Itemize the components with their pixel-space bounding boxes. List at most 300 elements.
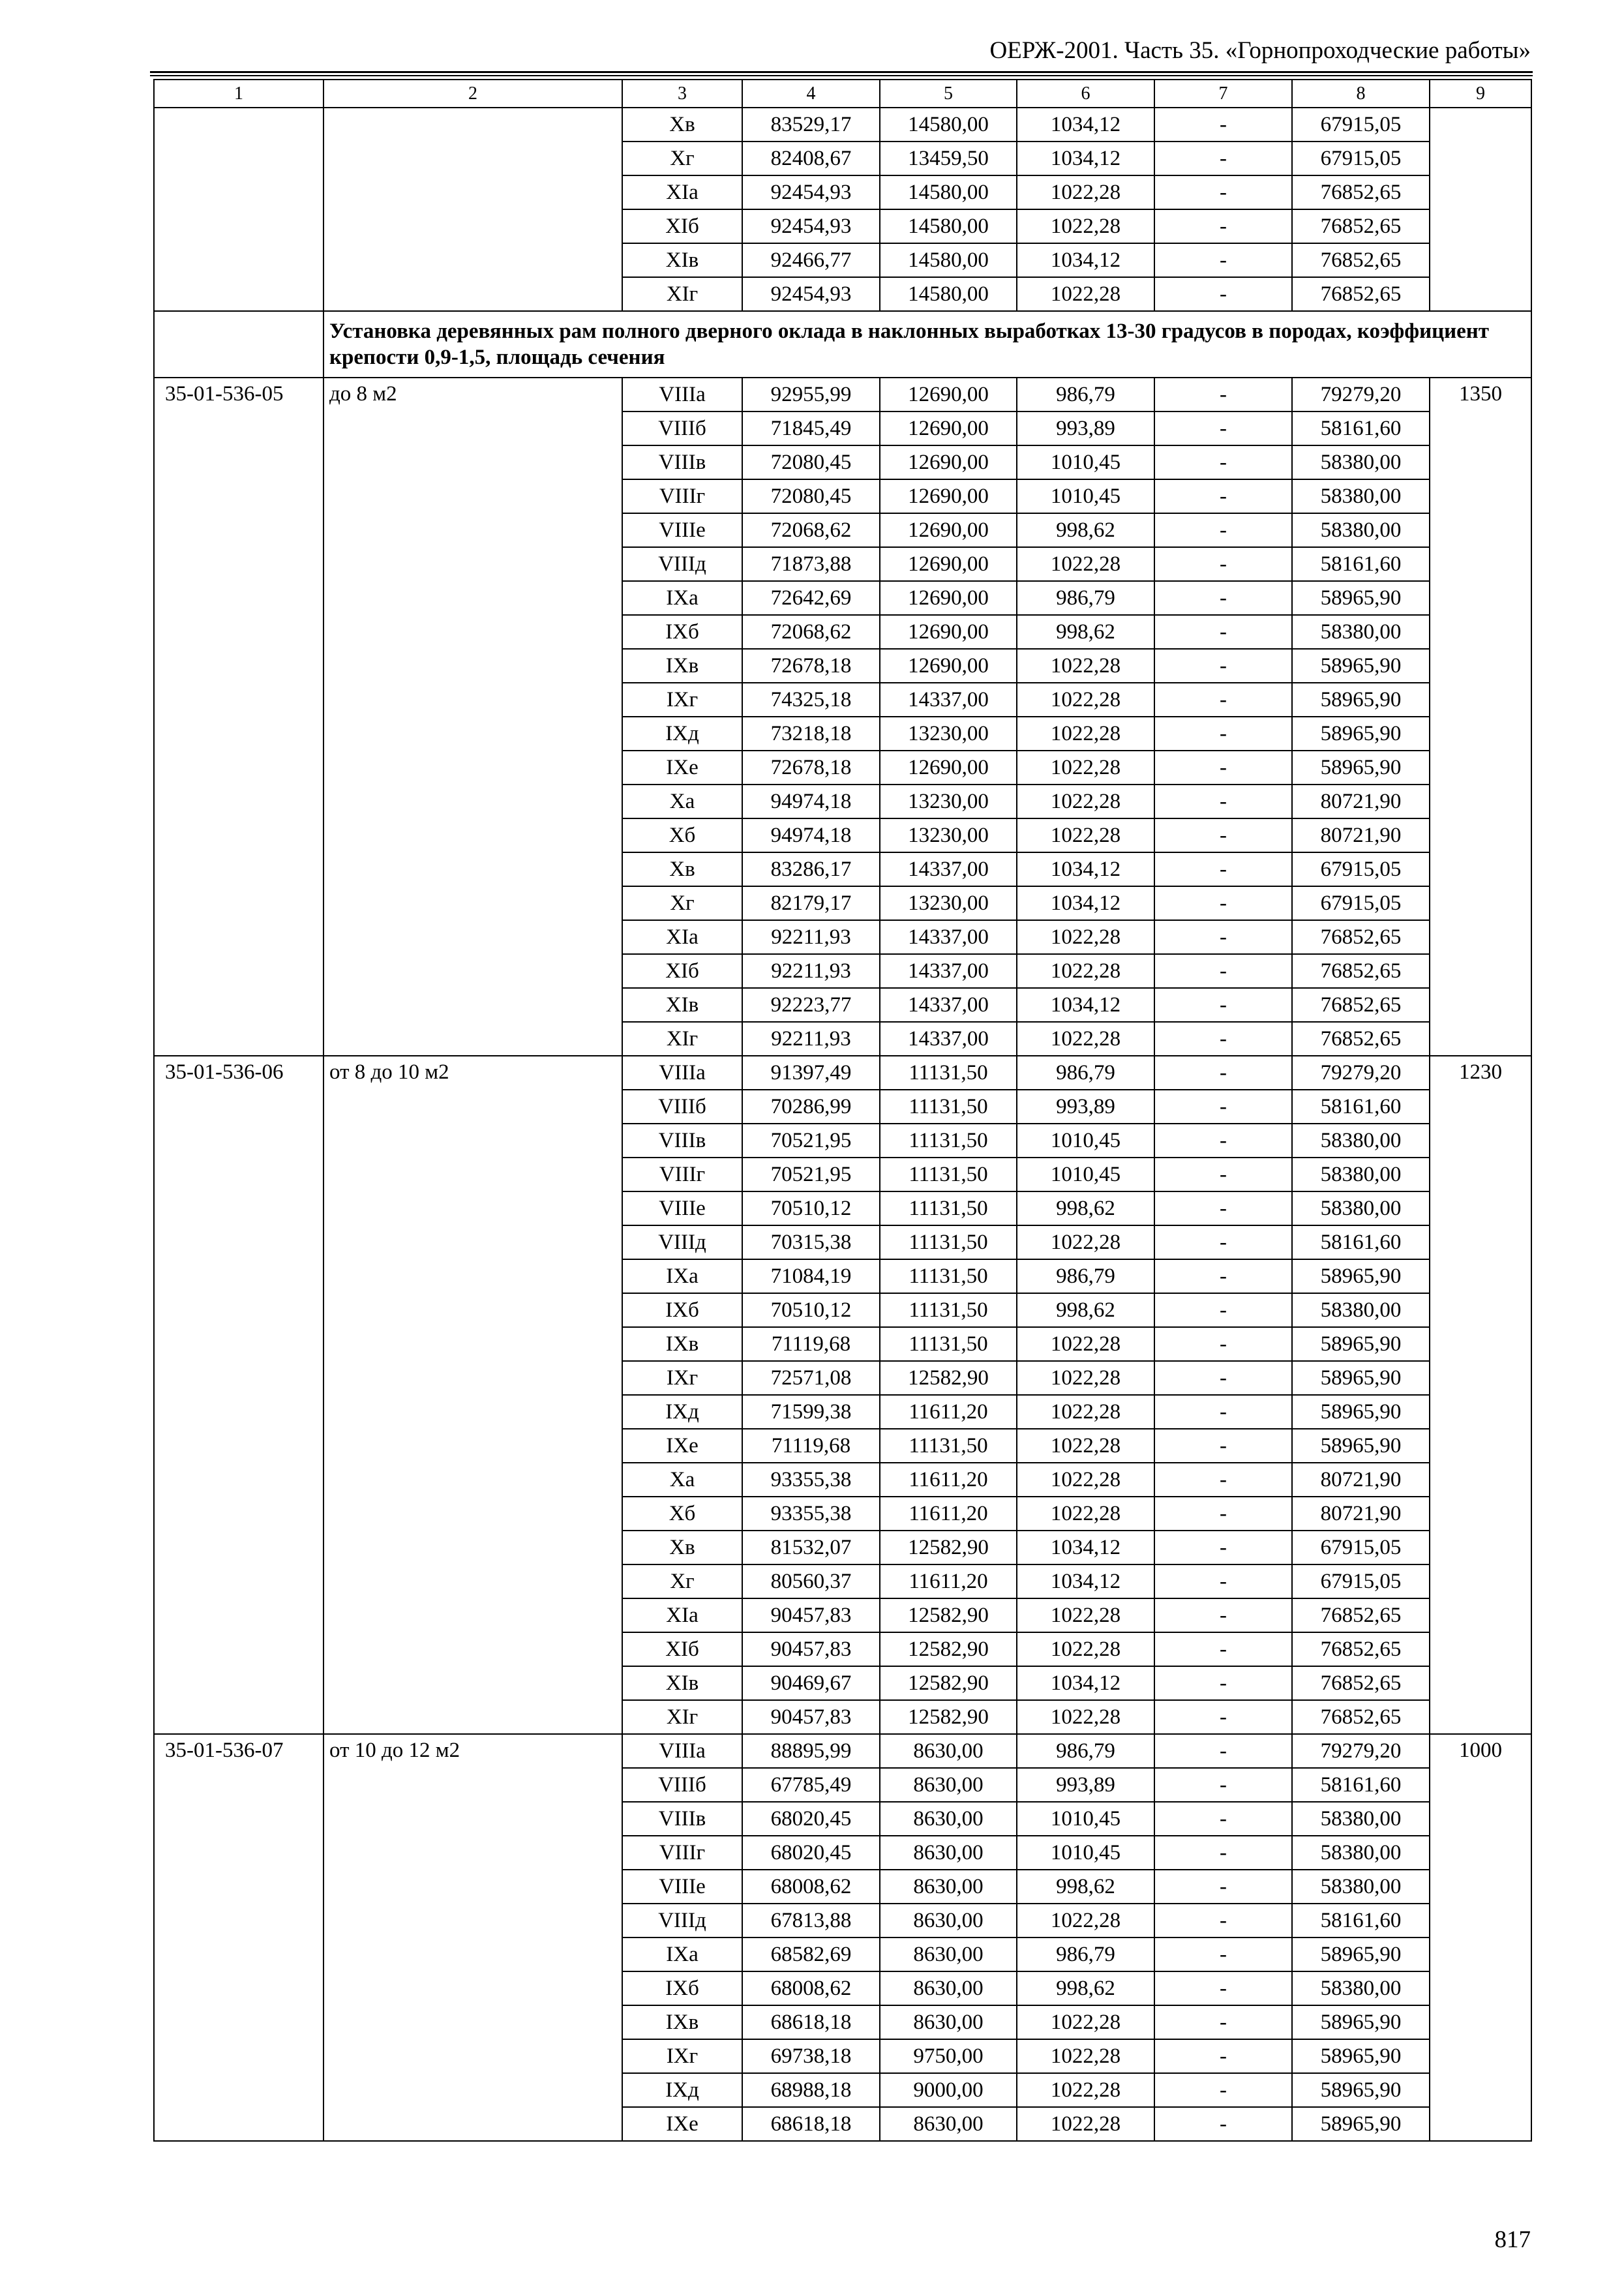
value-cell: 79279,20 (1292, 1734, 1430, 1768)
value-cell: 1034,12 (1017, 1666, 1154, 1700)
value-cell: 8630,00 (880, 2107, 1017, 2141)
value-cell: 58161,60 (1292, 547, 1430, 581)
value-cell: 1022,28 (1017, 1904, 1154, 1937)
value-cell: - (1154, 445, 1292, 479)
value-cell: 1010,45 (1017, 445, 1154, 479)
value-cell: 58380,00 (1292, 1971, 1430, 2005)
value-cell: 83529,17 (742, 108, 880, 142)
value-cell: 83286,17 (742, 852, 880, 886)
table-row (154, 1056, 1531, 1090)
value-cell: 12582,90 (880, 1361, 1017, 1395)
table-body (154, 80, 1531, 2141)
value-cell: 58965,90 (1292, 2107, 1430, 2141)
value-cell: 58380,00 (1292, 513, 1430, 547)
rock-category-cell: ХIв (622, 1666, 742, 1700)
value-cell: 92955,99 (742, 378, 880, 411)
value-cell: 68020,45 (742, 1836, 880, 1870)
value-cell: 11611,20 (880, 1497, 1017, 1531)
rock-category-cell: IХа (622, 1259, 742, 1293)
value-cell: - (1154, 683, 1292, 717)
value-cell: - (1154, 1361, 1292, 1395)
rock-category-cell: VIIIв (622, 445, 742, 479)
value-cell: 986,79 (1017, 1259, 1154, 1293)
value-cell: 76852,65 (1292, 175, 1430, 209)
value-cell: 12582,90 (880, 1531, 1017, 1564)
rock-category-cell: VIIIб (622, 411, 742, 445)
value-cell: - (1154, 954, 1292, 988)
value-cell: 11611,20 (880, 1395, 1017, 1429)
value-cell: 67915,05 (1292, 852, 1430, 886)
value-cell: 1010,45 (1017, 1802, 1154, 1836)
value-cell: 8630,00 (880, 2005, 1017, 2039)
value-cell: 1010,45 (1017, 1836, 1154, 1870)
value-cell: 12690,00 (880, 581, 1017, 615)
value-cell: 58965,90 (1292, 1327, 1430, 1361)
value-cell: 58965,90 (1292, 2039, 1430, 2073)
code-cell: 35-01-536-05 (154, 378, 323, 1056)
rock-category-cell: VIIIд (622, 547, 742, 581)
value-cell: 76852,65 (1292, 277, 1430, 311)
value-cell: 92211,93 (742, 954, 880, 988)
value-cell: 58965,90 (1292, 1429, 1430, 1463)
value-cell: - (1154, 1293, 1292, 1327)
rock-category-cell: Ха (622, 1463, 742, 1497)
value-cell: 71845,49 (742, 411, 880, 445)
value-cell: 8630,00 (880, 1971, 1017, 2005)
value-cell: 998,62 (1017, 1293, 1154, 1327)
value-cell: 70286,99 (742, 1090, 880, 1124)
rock-category-cell: IХг (622, 1361, 742, 1395)
value-cell: 12690,00 (880, 479, 1017, 513)
value-cell: 58965,90 (1292, 1361, 1430, 1395)
col9-cell: 1350 (1430, 378, 1531, 1056)
value-cell: 58380,00 (1292, 1836, 1430, 1870)
value-cell: - (1154, 547, 1292, 581)
col9-cell: 1230 (1430, 1056, 1531, 1734)
value-cell: 1022,28 (1017, 649, 1154, 683)
value-cell: 11611,20 (880, 1564, 1017, 1598)
rock-category-cell: ХIв (622, 243, 742, 277)
value-cell: - (1154, 243, 1292, 277)
value-cell: - (1154, 1429, 1292, 1463)
value-cell: 14580,00 (880, 209, 1017, 243)
value-cell: 14580,00 (880, 108, 1017, 142)
value-cell: 67915,05 (1292, 1531, 1430, 1564)
table-row (154, 1734, 1531, 1768)
value-cell: 82179,17 (742, 886, 880, 920)
value-cell: 8630,00 (880, 1836, 1017, 1870)
value-cell: 68020,45 (742, 1802, 880, 1836)
value-cell: - (1154, 1802, 1292, 1836)
value-cell: 1010,45 (1017, 479, 1154, 513)
value-cell: - (1154, 1124, 1292, 1158)
rock-category-cell: Хг (622, 1564, 742, 1598)
rock-category-cell: VIIIа (622, 378, 742, 411)
rock-category-cell: ХIг (622, 277, 742, 311)
rock-category-cell: IХг (622, 683, 742, 717)
rock-category-cell: ХIб (622, 209, 742, 243)
value-cell: - (1154, 1598, 1292, 1632)
rock-category-cell: VIIIе (622, 513, 742, 547)
value-cell: 998,62 (1017, 1870, 1154, 1904)
rock-category-cell: VIIIе (622, 1191, 742, 1225)
value-cell: 11131,50 (880, 1429, 1017, 1463)
rock-category-cell: IХа (622, 581, 742, 615)
section-title: Установка деревянных рам полного дверного оклада в наклонных выработках 13-30 градусов в породах, коэффициент крепости 0,9-1,5, площадь сечения (323, 311, 1531, 378)
area-cell (323, 108, 622, 311)
value-cell: 11131,50 (880, 1327, 1017, 1361)
value-cell: 1022,28 (1017, 920, 1154, 954)
value-cell: - (1154, 1734, 1292, 1768)
rock-category-cell: VIIIа (622, 1056, 742, 1090)
value-cell: 1022,28 (1017, 1361, 1154, 1395)
value-cell: 94974,18 (742, 818, 880, 852)
value-cell: 14337,00 (880, 1022, 1017, 1056)
value-cell: 11131,50 (880, 1056, 1017, 1090)
value-cell: 90457,83 (742, 1632, 880, 1666)
rock-category-cell: Хв (622, 108, 742, 142)
value-cell: 74325,18 (742, 683, 880, 717)
rock-category-cell: VIIIг (622, 1158, 742, 1191)
value-cell: 1034,12 (1017, 1531, 1154, 1564)
value-cell: 93355,38 (742, 1463, 880, 1497)
value-cell: - (1154, 2039, 1292, 2073)
value-cell: 11131,50 (880, 1090, 1017, 1124)
value-cell: 67813,88 (742, 1904, 880, 1937)
value-cell: 67915,05 (1292, 108, 1430, 142)
value-cell: 12690,00 (880, 649, 1017, 683)
value-cell: 71599,38 (742, 1395, 880, 1429)
value-cell: 92454,93 (742, 277, 880, 311)
value-cell: 67915,05 (1292, 886, 1430, 920)
value-cell: 92454,93 (742, 209, 880, 243)
value-cell: 92466,77 (742, 243, 880, 277)
value-cell: 73218,18 (742, 717, 880, 751)
value-cell: 1022,28 (1017, 1700, 1154, 1734)
value-cell: - (1154, 717, 1292, 751)
code-cell: 35-01-536-06 (154, 1056, 323, 1734)
value-cell: 71119,68 (742, 1429, 880, 1463)
value-cell: - (1154, 1531, 1292, 1564)
value-cell: 14580,00 (880, 175, 1017, 209)
rock-category-cell: ХIг (622, 1022, 742, 1056)
value-cell: 14337,00 (880, 954, 1017, 988)
value-cell: 13230,00 (880, 717, 1017, 751)
value-cell: 58965,90 (1292, 1395, 1430, 1429)
value-cell: 80721,90 (1292, 1463, 1430, 1497)
value-cell: 11131,50 (880, 1293, 1017, 1327)
value-cell: - (1154, 1327, 1292, 1361)
value-cell: 58965,90 (1292, 2073, 1430, 2107)
value-cell: 71084,19 (742, 1259, 880, 1293)
rock-category-cell: IХе (622, 1429, 742, 1463)
value-cell: - (1154, 1768, 1292, 1802)
value-cell: 12690,00 (880, 445, 1017, 479)
value-cell: 12582,90 (880, 1666, 1017, 1700)
value-cell: 69738,18 (742, 2039, 880, 2073)
value-cell: 11131,50 (880, 1124, 1017, 1158)
column-number-cell: 4 (742, 80, 880, 108)
rock-category-cell: ХIа (622, 920, 742, 954)
rock-category-cell: Хб (622, 818, 742, 852)
value-cell: 94974,18 (742, 785, 880, 818)
rock-category-cell: IХд (622, 717, 742, 751)
value-cell: 68618,18 (742, 2005, 880, 2039)
rock-category-cell: VIIIг (622, 1836, 742, 1870)
value-cell: 1022,28 (1017, 2107, 1154, 2141)
value-cell: 68008,62 (742, 1971, 880, 2005)
value-cell: 70521,95 (742, 1124, 880, 1158)
value-cell: 68988,18 (742, 2073, 880, 2107)
value-cell: 14580,00 (880, 243, 1017, 277)
column-number-cell: 5 (880, 80, 1017, 108)
value-cell: - (1154, 818, 1292, 852)
value-cell: 79279,20 (1292, 1056, 1430, 1090)
value-cell: - (1154, 1700, 1292, 1734)
rock-category-cell: VIIIб (622, 1768, 742, 1802)
value-cell: 72642,69 (742, 581, 880, 615)
header-rule-thin (150, 75, 1533, 76)
rock-category-cell: IХв (622, 1327, 742, 1361)
rock-category-cell: VIIIг (622, 479, 742, 513)
value-cell: 1022,28 (1017, 209, 1154, 243)
value-cell: 58380,00 (1292, 445, 1430, 479)
value-cell: 70315,38 (742, 1225, 880, 1259)
value-cell: 1022,28 (1017, 1395, 1154, 1429)
value-cell: 1034,12 (1017, 142, 1154, 175)
value-cell: 9000,00 (880, 2073, 1017, 2107)
col9-cell (1430, 108, 1531, 311)
value-cell: 9750,00 (880, 2039, 1017, 2073)
rock-category-cell: VIIIб (622, 1090, 742, 1124)
value-cell: 58380,00 (1292, 1802, 1430, 1836)
value-cell: - (1154, 1225, 1292, 1259)
rock-category-cell: IХе (622, 2107, 742, 2141)
value-cell: 998,62 (1017, 513, 1154, 547)
value-cell: 12690,00 (880, 378, 1017, 411)
value-cell: 67915,05 (1292, 142, 1430, 175)
page-number: 817 (1494, 2226, 1531, 2253)
value-cell: - (1154, 852, 1292, 886)
column-number-cell: 6 (1017, 80, 1154, 108)
value-cell: 82408,67 (742, 142, 880, 175)
code-cell (154, 108, 323, 311)
value-cell: 58380,00 (1292, 1870, 1430, 1904)
area-cell: от 8 до 10 м2 (323, 1056, 622, 1734)
value-cell: - (1154, 1191, 1292, 1225)
value-cell: - (1154, 1497, 1292, 1531)
column-number-cell: 7 (1154, 80, 1292, 108)
value-cell: - (1154, 649, 1292, 683)
value-cell: - (1154, 1904, 1292, 1937)
rock-category-cell: Хг (622, 142, 742, 175)
value-cell: - (1154, 1056, 1292, 1090)
rock-category-cell: IХв (622, 649, 742, 683)
value-cell: - (1154, 1463, 1292, 1497)
value-cell: 58161,60 (1292, 1225, 1430, 1259)
value-cell: 72068,62 (742, 513, 880, 547)
value-cell: 1022,28 (1017, 1327, 1154, 1361)
rock-category-cell: VIIIд (622, 1904, 742, 1937)
value-cell: - (1154, 2107, 1292, 2141)
value-cell: 12690,00 (880, 411, 1017, 445)
value-cell: 12582,90 (880, 1598, 1017, 1632)
value-cell: 92211,93 (742, 920, 880, 954)
value-cell: 986,79 (1017, 378, 1154, 411)
rock-category-cell: Хв (622, 852, 742, 886)
value-cell: 92211,93 (742, 1022, 880, 1056)
value-cell: 8630,00 (880, 1734, 1017, 1768)
value-cell: 1022,28 (1017, 1022, 1154, 1056)
value-cell: 13230,00 (880, 886, 1017, 920)
value-cell: - (1154, 277, 1292, 311)
value-cell: - (1154, 378, 1292, 411)
value-cell: 12690,00 (880, 615, 1017, 649)
value-cell: 12690,00 (880, 547, 1017, 581)
price-table (153, 79, 1532, 2142)
value-cell: 58380,00 (1292, 615, 1430, 649)
value-cell: 14337,00 (880, 852, 1017, 886)
value-cell: 1022,28 (1017, 717, 1154, 751)
rock-category-cell: IХб (622, 1971, 742, 2005)
value-cell: 993,89 (1017, 1090, 1154, 1124)
value-cell: 1022,28 (1017, 547, 1154, 581)
value-cell: 58380,00 (1292, 1124, 1430, 1158)
value-cell: 1022,28 (1017, 277, 1154, 311)
value-cell: 76852,65 (1292, 1666, 1430, 1700)
value-cell: 998,62 (1017, 615, 1154, 649)
value-cell: 1022,28 (1017, 683, 1154, 717)
value-cell: 76852,65 (1292, 954, 1430, 988)
value-cell: - (1154, 1870, 1292, 1904)
value-cell: 8630,00 (880, 1768, 1017, 1802)
value-cell: 986,79 (1017, 1056, 1154, 1090)
value-cell: 8630,00 (880, 1870, 1017, 1904)
value-cell: - (1154, 411, 1292, 445)
value-cell: 72068,62 (742, 615, 880, 649)
value-cell: 13230,00 (880, 818, 1017, 852)
value-cell: 58965,90 (1292, 683, 1430, 717)
value-cell: 91397,49 (742, 1056, 880, 1090)
rock-category-cell: Хг (622, 886, 742, 920)
value-cell: 1022,28 (1017, 1632, 1154, 1666)
value-cell: 12582,90 (880, 1632, 1017, 1666)
value-cell: - (1154, 615, 1292, 649)
value-cell: - (1154, 751, 1292, 785)
value-cell: - (1154, 142, 1292, 175)
value-cell: 14337,00 (880, 988, 1017, 1022)
rock-category-cell: Хб (622, 1497, 742, 1531)
value-cell: 993,89 (1017, 1768, 1154, 1802)
value-cell: 72080,45 (742, 445, 880, 479)
value-cell: 68008,62 (742, 1870, 880, 1904)
value-cell: - (1154, 1259, 1292, 1293)
rock-category-cell: VIIIе (622, 1870, 742, 1904)
value-cell: 12582,90 (880, 1700, 1017, 1734)
value-cell: 1034,12 (1017, 243, 1154, 277)
value-cell: 986,79 (1017, 1734, 1154, 1768)
rock-category-cell: ХIа (622, 1598, 742, 1632)
value-cell: 1010,45 (1017, 1158, 1154, 1191)
value-cell: 998,62 (1017, 1971, 1154, 2005)
value-cell: 1034,12 (1017, 108, 1154, 142)
value-cell: 998,62 (1017, 1191, 1154, 1225)
value-cell: - (1154, 1022, 1292, 1056)
rock-category-cell: Ха (622, 785, 742, 818)
value-cell: 11131,50 (880, 1225, 1017, 1259)
column-number-cell: 2 (323, 80, 622, 108)
value-cell: - (1154, 513, 1292, 547)
value-cell: 76852,65 (1292, 988, 1430, 1022)
value-cell: - (1154, 1971, 1292, 2005)
value-cell: 58161,60 (1292, 411, 1430, 445)
column-number-cell: 3 (622, 80, 742, 108)
rock-category-cell: VIIIа (622, 1734, 742, 1768)
value-cell: - (1154, 785, 1292, 818)
value-cell: 76852,65 (1292, 920, 1430, 954)
value-cell: - (1154, 1666, 1292, 1700)
value-cell: 11131,50 (880, 1158, 1017, 1191)
value-cell: 72678,18 (742, 649, 880, 683)
column-number-cell: 8 (1292, 80, 1430, 108)
value-cell: 71873,88 (742, 547, 880, 581)
value-cell: 92454,93 (742, 175, 880, 209)
value-cell: - (1154, 1937, 1292, 1971)
value-cell: 68618,18 (742, 2107, 880, 2141)
value-cell: 1034,12 (1017, 1564, 1154, 1598)
rock-category-cell: IХд (622, 2073, 742, 2107)
value-cell: 76852,65 (1292, 1632, 1430, 1666)
value-cell: 70521,95 (742, 1158, 880, 1191)
rock-category-cell: IХб (622, 615, 742, 649)
value-cell: 58965,90 (1292, 1259, 1430, 1293)
value-cell: 70510,12 (742, 1293, 880, 1327)
value-cell: 79279,20 (1292, 378, 1430, 411)
value-cell: 11131,50 (880, 1191, 1017, 1225)
value-cell: 12690,00 (880, 751, 1017, 785)
value-cell: 58965,90 (1292, 1937, 1430, 1971)
value-cell: 68582,69 (742, 1937, 880, 1971)
rock-category-cell: IХб (622, 1293, 742, 1327)
value-cell: 58965,90 (1292, 717, 1430, 751)
value-cell: - (1154, 1564, 1292, 1598)
value-cell: 90469,67 (742, 1666, 880, 1700)
rock-category-cell: IХа (622, 1937, 742, 1971)
value-cell: 1022,28 (1017, 785, 1154, 818)
value-cell: 58380,00 (1292, 479, 1430, 513)
value-cell: - (1154, 2073, 1292, 2107)
value-cell: 1022,28 (1017, 1429, 1154, 1463)
value-cell: 13459,50 (880, 142, 1017, 175)
rock-category-cell: VIIIв (622, 1124, 742, 1158)
value-cell: - (1154, 581, 1292, 615)
value-cell: - (1154, 886, 1292, 920)
value-cell: - (1154, 1395, 1292, 1429)
value-cell: 58380,00 (1292, 1293, 1430, 1327)
value-cell: 72571,08 (742, 1361, 880, 1395)
value-cell: - (1154, 920, 1292, 954)
value-cell: 76852,65 (1292, 1700, 1430, 1734)
value-cell: 993,89 (1017, 411, 1154, 445)
value-cell: - (1154, 2005, 1292, 2039)
col9-cell: 1000 (1430, 1734, 1531, 2141)
section-row (154, 311, 1531, 378)
value-cell: 58965,90 (1292, 581, 1430, 615)
value-cell: 986,79 (1017, 581, 1154, 615)
value-cell: 1022,28 (1017, 954, 1154, 988)
section-blank-cell (154, 311, 323, 378)
table-row (154, 108, 1531, 142)
